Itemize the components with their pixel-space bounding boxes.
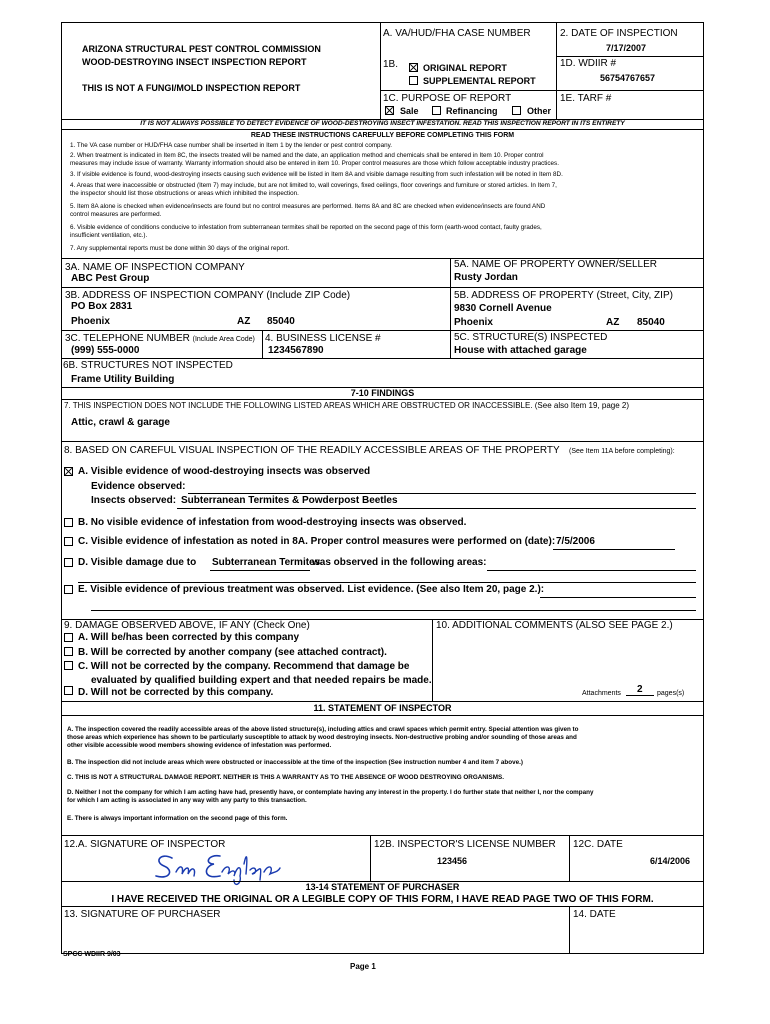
purchaser-heading: 13-14 STATEMENT OF PURCHASER xyxy=(305,882,460,892)
page-number: Page 1 xyxy=(350,962,376,971)
company-zip: 85040 xyxy=(267,316,295,327)
inspector-license-label: 12B. INSPECTOR'S LICENSE NUMBER xyxy=(374,839,556,850)
wdiir-value: 56754767657 xyxy=(600,73,656,83)
phone-label-note: (Include Area Code) xyxy=(192,336,255,343)
warning-banner-text: IT IS NOT ALWAYS POSSIBLE TO DETECT EVIDENCE OF WOOD-DESTROYING INSECT INFESTATION. READ THIS INSPECTION REPORT IN ITS ENTIRETY xyxy=(140,120,625,127)
finding-b-label: B. No visible evidence of infestation from wood-destroying insects was observed. xyxy=(78,517,467,528)
owner-value: Rusty Jordan xyxy=(454,272,518,283)
signature-date-label: 12C. DATE xyxy=(573,839,623,850)
finding-e-checkbox[interactable] xyxy=(64,585,73,594)
purpose-other-checkbox[interactable] xyxy=(512,106,521,115)
purchaser-statement: I HAVE RECEIVED THE ORIGINAL OR A LEGIBLE COPY OF THIS FORM, I HAVE READ PAGE TWO OF THIS FORM. xyxy=(111,894,654,905)
instruction-line: measures may include issue of warranty. Warranty information should also be entered in item 10. Proper control measures are those which follow acceptable industry practices. xyxy=(70,160,559,167)
item7-value: Attic, crawl & garage xyxy=(71,417,170,428)
property-address-line1: 9830 Cornell Avenue xyxy=(454,303,552,314)
company-phone-value: (999) 555-0000 xyxy=(71,345,140,356)
finding-c-date: 7/5/2006 xyxy=(556,536,595,547)
business-license-value: 1234567890 xyxy=(268,345,324,356)
finding-c-checkbox[interactable] xyxy=(64,537,73,546)
purpose-other-label: Other xyxy=(527,106,552,116)
structures-inspected-label: 5C. STRUCTURE(S) INSPECTED xyxy=(454,332,608,343)
instruction-line: 6. Visible evidence of conditions conducive to infestation from subterranean termites shall be reported on the second page of this form (earth-wood contact, faulty grades, xyxy=(70,224,542,231)
property-address-label: 5B. ADDRESS OF PROPERTY (Street, City, ZIP) xyxy=(454,290,673,301)
damage-c-label-cont: evaluated by qualified building expert and that needed repairs be made. xyxy=(91,675,432,686)
finding-c-label: C. Visible evidence of infestation as noted in 8A. Proper control measures were performed on (date): xyxy=(78,536,556,547)
structures-inspected-value: House with attached garage xyxy=(454,345,587,356)
purpose-sale-label: Sale xyxy=(400,106,419,116)
purchaser-signature-label: 13. SIGNATURE OF PURCHASER xyxy=(64,909,221,920)
instruction-line: insufficient ventilation, etc.). xyxy=(70,232,148,239)
finding-a-checkbox[interactable] xyxy=(64,467,73,476)
wdiir-label: 1D. WDIIR # xyxy=(560,58,617,69)
instruction-line: 1. The VA case number or HUD/FHA case number shall be inserted in Item 1 by the lender or pest control company. xyxy=(70,142,392,149)
supplemental-report-label: SUPPLEMENTAL REPORT xyxy=(423,76,536,86)
company-address-label: 3B. ADDRESS OF INSPECTION COMPANY (Include ZIP Code) xyxy=(65,290,351,301)
inspector-signature-label: 12.A. SIGNATURE OF INSPECTOR xyxy=(64,839,226,850)
company-city: Phoenix xyxy=(71,316,110,327)
inspector-statement-heading: 11. STATEMENT OF INSPECTOR xyxy=(313,703,452,713)
signature-date-value: 6/14/2006 xyxy=(650,856,691,866)
inspector-license-value: 123456 xyxy=(437,856,468,866)
finding-d-checkbox[interactable] xyxy=(64,558,73,567)
finding-b-checkbox[interactable] xyxy=(64,518,73,527)
instruction-line: 5. Item 8A alone is checked when evidence/insects are found but no control measures are performed. Items 8A and 8C are checked when evidence/insects are found AND xyxy=(70,203,546,210)
item8-note: (See Item 11A before completing): xyxy=(569,448,675,455)
instruction-line: 7. Any supplemental reports must be done within 30 days of the original report. xyxy=(70,245,290,252)
statement-e: E. There is always important information on the second page of this form. xyxy=(67,815,288,822)
not-fungi-notice: THIS IS NOT A FUNGI/MOLD INSPECTION REPORT xyxy=(82,83,301,93)
damage-b-label: B. Will be corrected by another company (see attached contract). xyxy=(78,647,387,658)
statement-a-line: other visible accessible wood members showing evidence of infestation was performed. xyxy=(67,742,332,749)
damage-a-label: A. Will be/has been corrected by this company xyxy=(78,632,300,643)
finding-a-label: A. Visible evidence of wood-destroying insects was observed xyxy=(78,466,371,477)
statement-b: B. The inspection did not include areas which were obstructed or inaccessible at the time of the inspection (See instruction number 4 and item 7 above.) xyxy=(67,759,523,766)
purpose-refinancing-label: Refinancing xyxy=(446,106,498,116)
commission-title: ARIZONA STRUCTURAL PEST CONTROL COMMISSION xyxy=(82,44,321,54)
original-report-label: ORIGINAL REPORT xyxy=(423,63,507,73)
purpose-sale-checkbox[interactable] xyxy=(385,106,394,115)
damage-d-checkbox[interactable] xyxy=(64,686,73,695)
finding-d-label-pre: D. Visible damage due to xyxy=(78,557,197,568)
instruction-line: 2. When treatment is indicated in Item 8C, the insects treated will be named and the date, an application method and chemicals shall be entered in Item 10. Proper control xyxy=(70,152,544,159)
phone-label-text: 3C. TELEPHONE NUMBER xyxy=(65,333,190,344)
owner-label: 5A. NAME OF PROPERTY OWNER/SELLER xyxy=(454,259,658,270)
business-license-label: 4. BUSINESS LICENSE # xyxy=(265,333,381,344)
findings-heading: 7-10 FINDINGS xyxy=(350,388,415,398)
comments-label: 10. ADDITIONAL COMMENTS (ALSO SEE PAGE 2.) xyxy=(436,620,673,631)
statement-d-line: D. Neither I not the company for which I am acting have had, presently have, or contemplate having any interest in the property. I do further state that neither I, nor the company xyxy=(67,789,594,796)
item-1b-label: 1B. xyxy=(383,59,399,70)
damage-c-label: C. Will not be corrected by the company. Recommend that damage be xyxy=(78,661,410,672)
inspector-signature xyxy=(150,850,290,884)
property-zip: 85040 xyxy=(637,317,665,328)
evidence-observed-label: Evidence observed: xyxy=(91,481,186,492)
form-id: SPCC WDIIR 9/03 xyxy=(63,951,121,958)
item8-label: 8. BASED ON CAREFUL VISUAL INSPECTION OF THE READILY ACCESSIBLE AREAS OF THE PROPERTY xyxy=(64,445,560,456)
structures-not-inspected-value: Frame Utility Building xyxy=(71,374,175,385)
instruction-line: 4. Areas that were inaccessible or obstructed (Item 7) may include, but are not limited to, wall coverings, fixed ceilings, floor coverings and furniture or stored articles. In Item 7, xyxy=(70,182,557,189)
damage-d-label: D. Will not be corrected by this company. xyxy=(78,687,274,698)
purpose-label: 1C. PURPOSE OF REPORT xyxy=(383,93,512,104)
structures-not-inspected-label: 6B. STRUCTURES NOT INSPECTED xyxy=(63,360,233,371)
supplemental-report-checkbox[interactable] xyxy=(409,76,418,85)
finding-d-value: Subterranean Termites xyxy=(212,557,321,568)
damage-b-checkbox[interactable] xyxy=(64,647,73,656)
property-state: AZ xyxy=(606,317,620,328)
property-city: Phoenix xyxy=(454,317,493,328)
case-number-label: A. VA/HUD/FHA CASE NUMBER xyxy=(383,28,531,39)
inspection-date-label: 2. DATE OF INSPECTION xyxy=(560,28,678,39)
attachments-count: 2 xyxy=(637,684,643,695)
instruction-line: control measures are performed. xyxy=(70,211,162,218)
statement-a-line: those areas which experience has shown to be particularly susceptible to attack by wood destroying insects. Non-destructive probing and/or sounding of those areas and xyxy=(67,734,577,741)
damage-a-checkbox[interactable] xyxy=(64,633,73,642)
statement-c: C. THIS IS NOT A STRUCTURAL DAMAGE REPORT. NEITHER IS THIS A WARRANTY AS TO THE ABSENCE OF WOOD DESTROYING ORGANISMS. xyxy=(67,774,504,781)
original-report-checkbox[interactable] xyxy=(409,63,418,72)
purchaser-date-label: 14. DATE xyxy=(573,909,616,920)
company-address-line1: PO Box 2831 xyxy=(71,301,133,312)
statement-d-line: for which I am acting is associated in any way with any party to this transaction. xyxy=(67,797,307,804)
company-state: AZ xyxy=(237,316,251,327)
company-phone-label xyxy=(65,334,255,344)
instruction-line: the inspector should list those obstructions or areas which inhibited the inspection. xyxy=(70,190,299,197)
inspection-date-value: 7/17/2007 xyxy=(606,43,647,53)
finding-e-label: E. Visible evidence of previous treatment was observed. List evidence. (See also Item 20, page 2.): xyxy=(78,584,545,595)
purpose-refinancing-checkbox[interactable] xyxy=(432,106,441,115)
company-name-label: 3A. NAME OF INSPECTION COMPANY xyxy=(65,262,245,273)
instruction-line: 3. If visible evidence is found, wood-destroying insects causing such evidence will be listed in Item 8A and visible damage resulting from such infestation will be noted in Item 8D. xyxy=(70,171,563,178)
item7-label: 7. THIS INSPECTION DOES NOT INCLUDE THE FOLLOWING LISTED AREAS WHICH ARE OBSTRUCTED OR INACCESSIBLE. (See also Item 19, page 2) xyxy=(64,401,630,410)
damage-c-checkbox[interactable] xyxy=(64,661,73,670)
instructions-heading: READ THESE INSTRUCTIONS CAREFULLY BEFORE COMPLETING THIS FORM xyxy=(250,132,515,139)
pages-label: pages(s) xyxy=(657,690,685,697)
damage-label: 9. DAMAGE OBSERVED ABOVE, IF ANY (Check One) xyxy=(64,620,310,631)
company-name-value: ABC Pest Group xyxy=(71,273,150,284)
attachments-label: Attachments xyxy=(582,690,621,697)
finding-d-label-post: was observed in the following areas: xyxy=(312,557,487,568)
statement-a-line: A. The inspection covered the readily accessible areas of the above listed structure(s), including attics and crawl spaces which permit entry. Special attention was given to xyxy=(67,726,579,733)
report-title: WOOD-DESTROYING INSECT INSPECTION REPORT xyxy=(82,57,307,67)
tarf-label: 1E. TARF # xyxy=(560,93,612,104)
insects-observed-label: Insects observed: xyxy=(91,495,177,506)
insects-observed-value: Subterranean Termites & Powderpost Beetles xyxy=(181,495,398,506)
